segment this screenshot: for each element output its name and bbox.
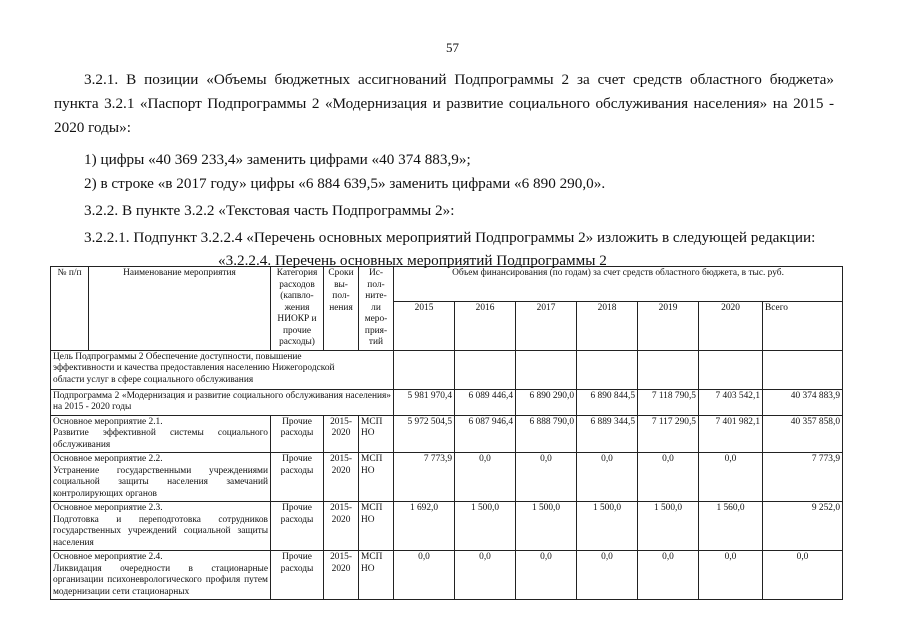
value-cell: 1 500,0 (638, 502, 699, 551)
header-num: № п/п (51, 267, 89, 351)
value-cell: 0,0 (699, 453, 763, 502)
measure-category: Прочие расходы (271, 502, 324, 551)
measure-name: Основное мероприятие 2.3. Подготовка и переподготовка сотрудников государственных учреждений социальной защиты населения (51, 502, 271, 551)
value-cell: 1 692,0 (394, 502, 455, 551)
header-terms: Сроки вы- пол- нения (324, 267, 359, 351)
value-cell: 0,0 (638, 453, 699, 502)
measure-executor: МСП НО (359, 415, 394, 453)
value-cell: 7 403 542,1 (699, 389, 763, 415)
value-cell: 7 117 290,5 (638, 415, 699, 453)
table-caption: «3.2.2.4. Перечень основных мероприятий Подпрограммы 2 (218, 252, 607, 269)
measure-terms: 2015-2020 (324, 502, 359, 551)
total-cell: 40 357 858,0 (763, 415, 843, 453)
measure-category: Прочие расходы (271, 453, 324, 502)
paragraph-3-2-1-line2: пункта 3.2.1 «Паспорт Подпрограммы 2 «Модернизация и развитие социального обслуживания населения» на 2015 - (54, 95, 834, 112)
measure-terms: 2015-2020 (324, 453, 359, 502)
measure-terms: 2015-2020 (324, 551, 359, 600)
measure-category: Прочие расходы (271, 415, 324, 453)
header-year-2017: 2017 (516, 302, 577, 351)
measure-name: Основное мероприятие 2.1. Развитие эффективной системы социального обслуживания (51, 415, 271, 453)
value-cell: 7 401 982,1 (699, 415, 763, 453)
value-cell: 6 890 844,5 (577, 389, 638, 415)
value-cell: 6 089 446,4 (455, 389, 516, 415)
paragraph-3-2-2: 3.2.2. В пункте 3.2.2 «Текстовая часть Подпрограммы 2»: (84, 202, 455, 219)
measure-executor: МСП НО (359, 453, 394, 502)
header-name: Наименование мероприятия (89, 267, 271, 351)
header-year-2020: 2020 (699, 302, 763, 351)
paragraph-3-2-1-line1: 3.2.1. В позиции «Объемы бюджетных ассигнований Подпрограммы 2 за счет средств областного бюджета» (84, 71, 834, 88)
measure-executor: МСП НО (359, 551, 394, 600)
header-total: Всего (763, 302, 843, 351)
total-cell: 9 252,0 (763, 502, 843, 551)
total-cell: 40 374 883,9 (763, 389, 843, 415)
value-cell: 0,0 (516, 551, 577, 600)
paragraph-3-2-1-line3: 2020 годы»: (54, 119, 131, 136)
header-funding: Объем финансирования (по годам) за счет средств областного бюджета, в тыс. руб. (394, 267, 843, 302)
value-cell: 0,0 (699, 551, 763, 600)
table-row (51, 415, 843, 453)
value-cell: 6 890 290,0 (516, 389, 577, 415)
page-number: 57 (446, 40, 459, 55)
measure-category: Прочие расходы (271, 551, 324, 600)
value-cell: 0,0 (394, 551, 455, 600)
value-cell: 0,0 (638, 551, 699, 600)
value-cell: 5 972 504,5 (394, 415, 455, 453)
table-row (51, 502, 843, 551)
header-year-2019: 2019 (638, 302, 699, 351)
goal-cell: Цель Подпрограммы 2 Обеспечение доступности, повышение эффективности и качества предоставления населению Нижегородской области услуг в сфере социального обслуживания (51, 350, 394, 389)
paragraph-item-1: 1) цифры «40 369 233,4» заменить цифрами «40 374 883,9»; (84, 151, 471, 168)
value-cell: 1 500,0 (516, 502, 577, 551)
value-cell: 0,0 (577, 551, 638, 600)
value-cell: 0,0 (516, 453, 577, 502)
value-cell: 5 981 970,4 (394, 389, 455, 415)
header-year-2015: 2015 (394, 302, 455, 351)
value-cell: 7 118 790,5 (638, 389, 699, 415)
paragraph-item-2: 2) в строке «в 2017 году» цифры «6 884 639,5» заменить цифрами «6 890 290,0». (84, 175, 606, 192)
header-year-2018: 2018 (577, 302, 638, 351)
measure-name: Основное мероприятие 2.4. Ликвидация очередности в стационарные организации психоневрологического профиля путем модернизации сети стационарных (51, 551, 271, 600)
value-cell: 0,0 (455, 551, 516, 600)
value-cell: 6 888 790,0 (516, 415, 577, 453)
header-executors: Ис- пол- ните- ли меро- прия- тий (359, 267, 394, 351)
value-cell: 0,0 (455, 453, 516, 502)
measure-executor: МСП НО (359, 502, 394, 551)
measure-terms: 2015-2020 (324, 415, 359, 453)
value-cell: 1 500,0 (455, 502, 516, 551)
program-name: Подпрограмма 2 «Модернизация и развитие социального обслуживания населения» на 2015 - 2020 годы (51, 389, 394, 415)
measure-name: Основное мероприятие 2.2. Устранение государственными учреждениями социальной защиты населения замечаний контролирующих органов (51, 453, 271, 502)
table-row (51, 389, 843, 415)
value-cell: 6 087 946,4 (455, 415, 516, 453)
total-cell: 7 773,9 (763, 453, 843, 502)
value-cell: 7 773,9 (394, 453, 455, 502)
value-cell: 0,0 (577, 453, 638, 502)
header-category: Категория расходов (капвло- жения НИОКР и прочие расходы) (271, 267, 324, 351)
total-cell: 0,0 (763, 551, 843, 600)
table-row (51, 453, 843, 502)
value-cell: 1 500,0 (577, 502, 638, 551)
paragraph-3-2-2-1: 3.2.2.1. Подпункт 3.2.2.4 «Перечень основных мероприятий Подпрограммы 2» изложить в следующей редакции: (84, 229, 816, 246)
header-year-2016: 2016 (455, 302, 516, 351)
table-row (51, 551, 843, 600)
value-cell: 1 560,0 (699, 502, 763, 551)
value-cell: 6 889 344,5 (577, 415, 638, 453)
measures-table (50, 266, 843, 600)
